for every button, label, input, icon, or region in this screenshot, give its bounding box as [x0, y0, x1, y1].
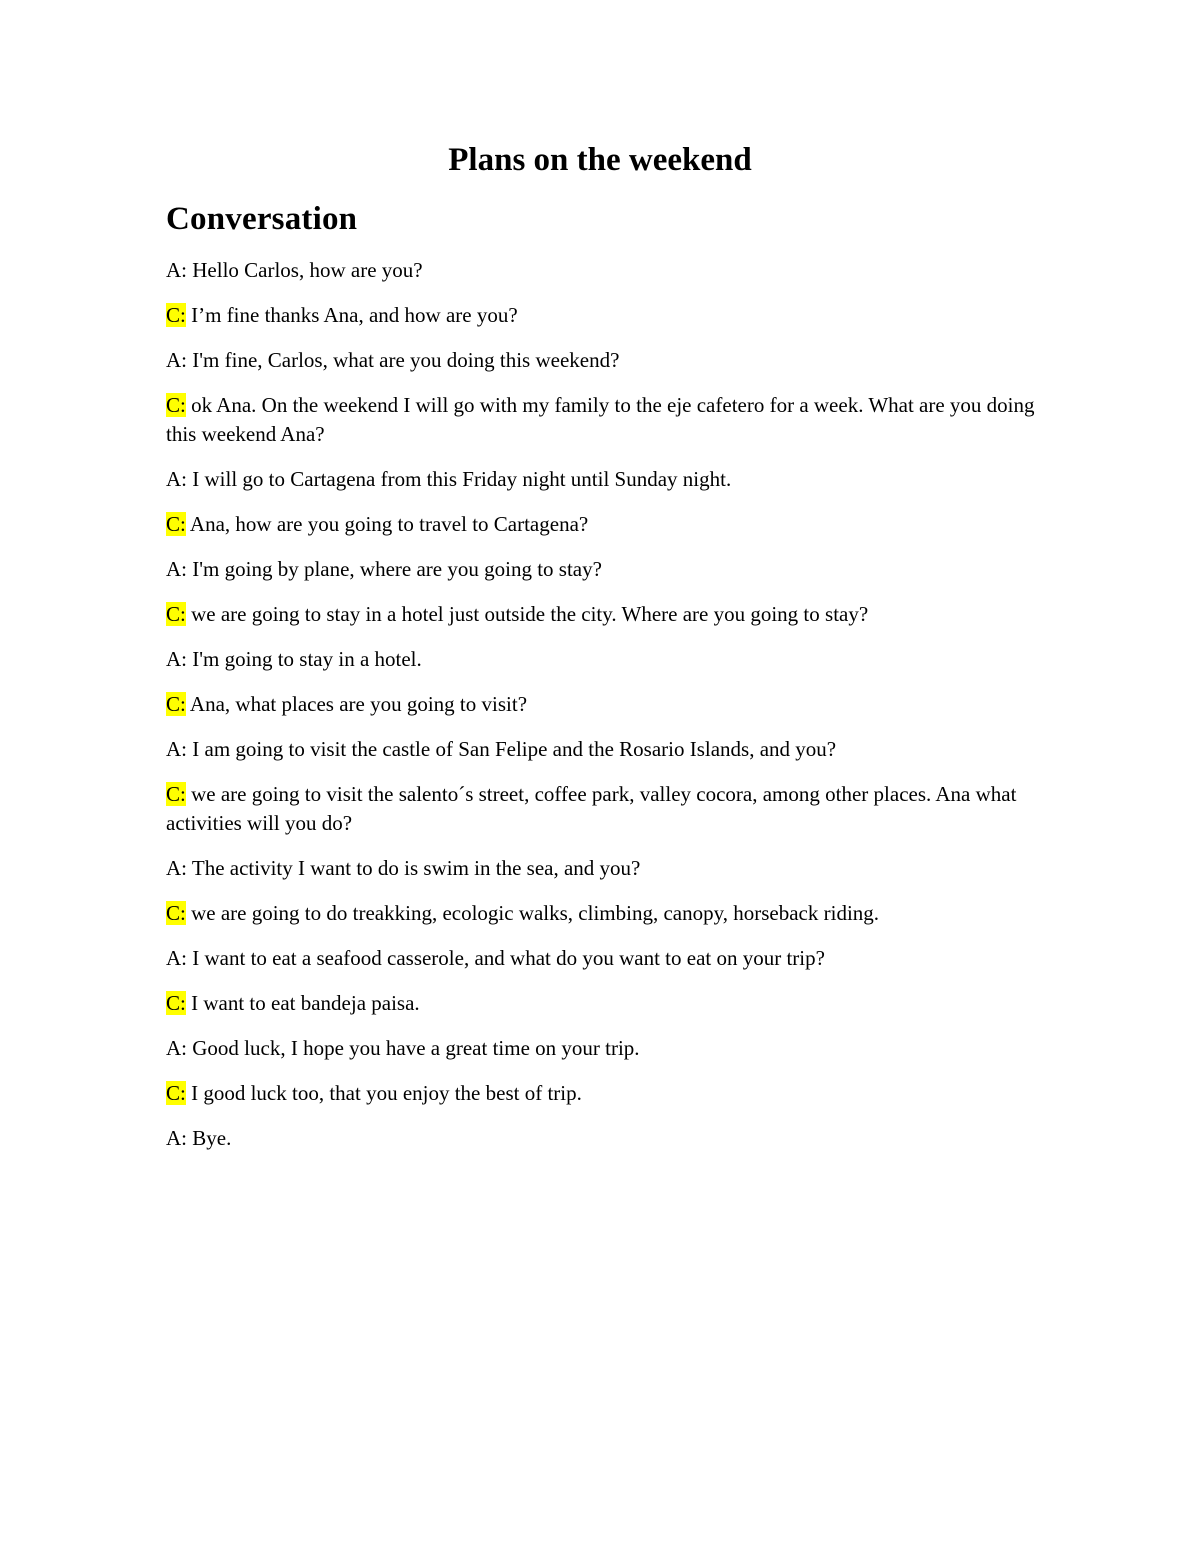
line-text: Hello Carlos, how are you?	[187, 258, 423, 282]
speaker-label: A:	[166, 946, 187, 970]
dialogue-line	[166, 735, 1046, 764]
line-text: I am going to visit the castle of San Felipe and the Rosario Islands, and you?	[187, 737, 837, 761]
speaker-label: A:	[166, 1126, 187, 1150]
line-text: Ana, what places are you going to visit?	[185, 692, 528, 716]
dialogue-line	[166, 1124, 1046, 1153]
dialogue-line	[166, 780, 1046, 838]
line-text: we are going to visit the salento´s street, coffee park, valley cocora, among other places. Ana what activities will you do?	[166, 782, 1017, 835]
dialogue-line	[166, 391, 1046, 449]
dialogue-line	[166, 510, 1046, 539]
line-text: I'm fine, Carlos, what are you doing this weekend?	[187, 348, 620, 372]
line-text: Bye.	[187, 1126, 232, 1150]
line-text: I'm going by plane, where are you going to stay?	[187, 557, 602, 581]
dialogue-line	[166, 256, 1046, 285]
speaker-label: C:	[166, 303, 186, 327]
line-text: Ana, how are you going to travel to Cartagena?	[185, 512, 589, 536]
speaker-label: A:	[166, 856, 187, 880]
speaker-label: C:	[166, 692, 186, 716]
dialogue-line	[166, 465, 1046, 494]
dialogue-line	[166, 600, 1046, 629]
line-text: I want to eat a seafood casserole, and what do you want to eat on your trip?	[187, 946, 825, 970]
line-text: we are going to do treakking, ecologic walks, climbing, canopy, horseback riding.	[185, 901, 880, 925]
speaker-label: A:	[166, 348, 187, 372]
line-text: I'm going to stay in a hotel.	[187, 647, 422, 671]
speaker-label: C:	[166, 1081, 186, 1105]
speaker-label: C:	[166, 901, 186, 925]
line-text: we are going to stay in a hotel just outside the city. Where are you going to stay?	[185, 602, 869, 626]
dialogue-line	[166, 301, 1046, 330]
dialogue-line	[166, 899, 1046, 928]
line-text: Good luck, I hope you have a great time on your trip.	[187, 1036, 640, 1060]
dialogue-line	[166, 555, 1046, 584]
speaker-label: C:	[166, 512, 186, 536]
speaker-label: C:	[166, 782, 186, 806]
conversation	[166, 256, 1046, 1169]
speaker-label: A:	[166, 557, 187, 581]
speaker-label: A:	[166, 467, 187, 491]
dialogue-line	[166, 944, 1046, 973]
dialogue-line	[166, 854, 1046, 883]
speaker-label: C:	[166, 393, 186, 417]
line-text: The activity I want to do is swim in the sea, and you?	[187, 856, 641, 880]
line-text: I good luck too, that you enjoy the best of trip.	[185, 1081, 582, 1105]
section-heading: Conversation	[166, 201, 358, 237]
speaker-label: C:	[166, 602, 186, 626]
document-title: Plans on the weekend	[448, 142, 752, 178]
dialogue-line	[166, 989, 1046, 1018]
speaker-label: A:	[166, 258, 187, 282]
dialogue-line	[166, 690, 1046, 719]
line-text: I’m fine thanks Ana, and how are you?	[185, 303, 518, 327]
dialogue-line	[166, 1079, 1046, 1108]
line-text: ok Ana. On the weekend I will go with my family to the eje cafetero for a week. What are you doing this weekend Ana?	[166, 393, 1035, 446]
dialogue-line	[166, 1034, 1046, 1063]
dialogue-line	[166, 346, 1046, 375]
speaker-label: A:	[166, 647, 187, 671]
speaker-label: A:	[166, 737, 187, 761]
line-text: I want to eat bandeja paisa.	[185, 991, 420, 1015]
dialogue-line	[166, 645, 1046, 674]
speaker-label: C:	[166, 991, 186, 1015]
speaker-label: A:	[166, 1036, 187, 1060]
line-text: I will go to Cartagena from this Friday night until Sunday night.	[187, 467, 732, 491]
